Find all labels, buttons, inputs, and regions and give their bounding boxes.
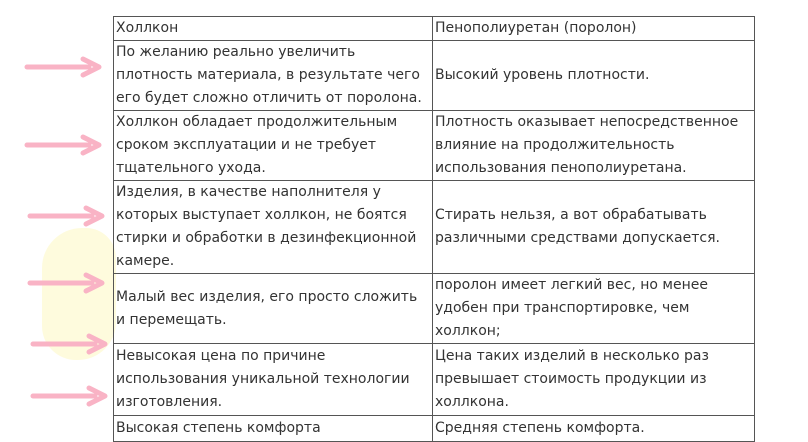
table-row (114, 111, 755, 181)
arrow-right-icon (33, 386, 109, 406)
column-header-foam: Пенополиуретан (поролон) (433, 17, 755, 41)
table-row (114, 181, 755, 274)
table-cell: Средняя степень комфорта. (433, 416, 755, 442)
arrow-right-icon (33, 334, 109, 354)
table-cell: Высокая степень комфорта (114, 416, 433, 442)
table-cell: Высокий уровень плотности. (433, 41, 755, 111)
table-cell: По желанию реально увеличить плотность материала, в результате чего его будет сложно отличить от поролона. (114, 41, 433, 111)
table-row (114, 344, 755, 416)
table-cell: Цена таких изделий в несколько раз превышает стоимость продукции из холлкона. (433, 344, 755, 416)
table-cell: Невысокая цена по причине использования уникальной технологии изготовления. (114, 344, 433, 416)
table-row (114, 274, 755, 344)
table-header-row (114, 17, 755, 41)
column-header-hollcon: Холлкон (114, 17, 433, 41)
table-cell: Изделия, в качестве наполнителя у которых выступает холлкон, не боятся стирки и обработки в дезинфекционной камере. (114, 181, 433, 274)
table-cell: Стирать нельзя, а вот обрабатывать различными средствами допускается. (433, 181, 755, 274)
table-row (114, 416, 755, 442)
table-cell: Плотность оказывает непосредственное влияние на продолжительность использования пенополиуретана. (433, 111, 755, 181)
arrow-right-icon (27, 135, 103, 155)
table-cell: поролон имеет легкий вес, но менее удобен при транспортировке, чем холлкон; (433, 274, 755, 344)
arrow-right-icon (30, 273, 106, 293)
arrow-right-icon (30, 206, 106, 226)
table-cell: Малый вес изделия, его просто сложить и перемещать. (114, 274, 433, 344)
arrow-right-icon (27, 57, 103, 77)
table-row (114, 41, 755, 111)
table-cell: Холлкон обладает продолжительным сроком эксплуатации и не требует тщательного ухода. (114, 111, 433, 181)
comparison-table (113, 16, 755, 442)
